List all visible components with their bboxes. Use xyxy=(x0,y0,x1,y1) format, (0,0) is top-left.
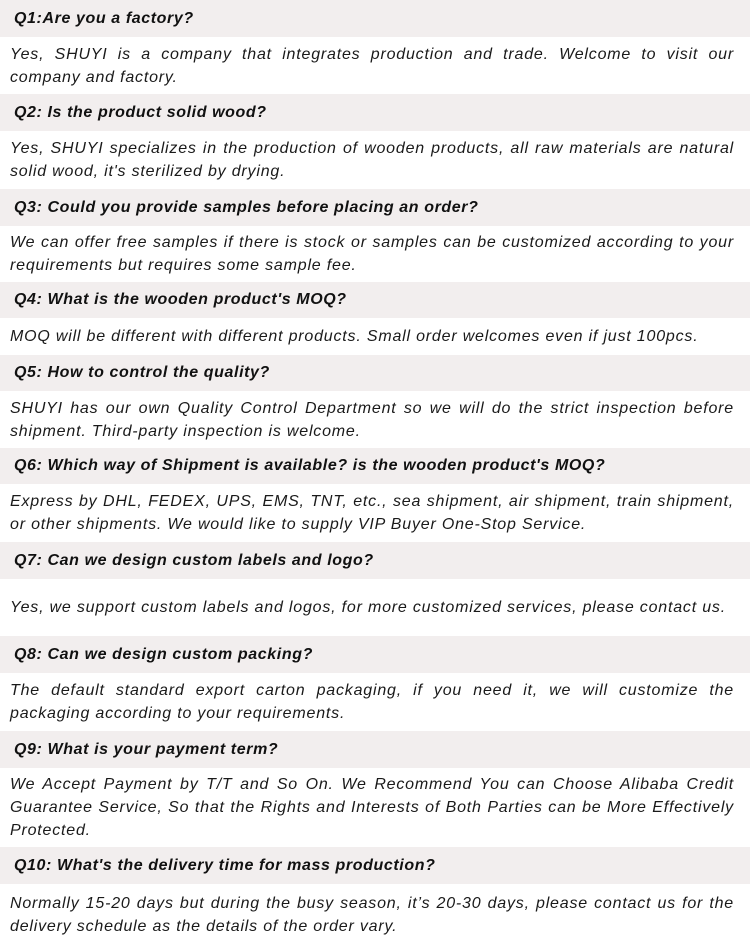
faq-answer-text: SHUYI has our own Quality Control Department so we will do the strict inspection before shipment. Third-party inspection is welcome. xyxy=(10,399,734,440)
faq-answer-10 xyxy=(0,884,750,946)
faq-answer-1 xyxy=(0,37,750,94)
faq-answer-9 xyxy=(0,768,750,847)
faq-question-5: Q5: How to control the quality? xyxy=(0,355,750,391)
faq-answer-5 xyxy=(0,391,750,448)
faq-answer-4 xyxy=(0,318,750,355)
faq-answer-text: Yes, SHUYI specializes in the production of wooden products, all raw materials are natural solid wood, it's sterilized by drying. xyxy=(10,140,734,180)
faq-answer-text: Express by DHL, FEDEX, UPS, EMS, TNT, etc., sea shipment, air shipment, train shipment, or other shipments. We would like to supply VIP Buyer One-Stop Service. xyxy=(10,493,734,533)
faq-question-4: Q4: What is the wooden product's MOQ? xyxy=(0,282,750,318)
faq-answer-text: The default standard export carton packaging, if you need it, we will customize the packaging according to your requirements. xyxy=(10,682,734,722)
faq-question-10: Q10: What's the delivery time for mass production? xyxy=(0,847,750,884)
faq-answer-text: MOQ will be different with different products. Small order welcomes even if just 100pcs. xyxy=(10,328,699,345)
faq-question-2: Q2: Is the product solid wood? xyxy=(0,94,750,131)
faq-answer-3 xyxy=(0,226,750,282)
faq-answer-6 xyxy=(0,484,750,542)
faq-question-1: Q1:Are you a factory? xyxy=(0,0,750,37)
faq-answer-text: Yes, SHUYI is a company that integrates production and trade. Welcome to visit our company and factory. xyxy=(10,45,734,86)
faq-question-7: Q7: Can we design custom labels and logo? xyxy=(0,542,750,579)
faq-answer-text: We can offer free samples if there is stock or samples can be customized according to your requirements but requires some sample fee. xyxy=(10,234,734,274)
faq-answer-text: Yes, we support custom labels and logos, for more customized services, please contact us. xyxy=(10,599,726,616)
faq-answer-text: Normally 15-20 days but during the busy season, it’s 20-30 days, please contact us for the delivery schedule as the details of the order vary. xyxy=(10,895,734,935)
faq-answer-8 xyxy=(0,673,750,731)
faq-question-9: Q9: What is your payment term? xyxy=(0,731,750,768)
faq-answer-2 xyxy=(0,131,750,189)
faq-answer-7 xyxy=(0,579,750,636)
faq-question-3: Q3: Could you provide samples before placing an order? xyxy=(0,189,750,226)
faq-answer-text: We Accept Payment by T/T and So On. We Recommend You can Choose Alibaba Credit Guarantee Service, So that the Rights and Interests of Both Parties can be More Effectively Protected. xyxy=(10,776,734,839)
faq-question-6: Q6: Which way of Shipment is available? is the wooden product's MOQ? xyxy=(0,448,750,484)
faq-question-8: Q8: Can we design custom packing? xyxy=(0,636,750,673)
